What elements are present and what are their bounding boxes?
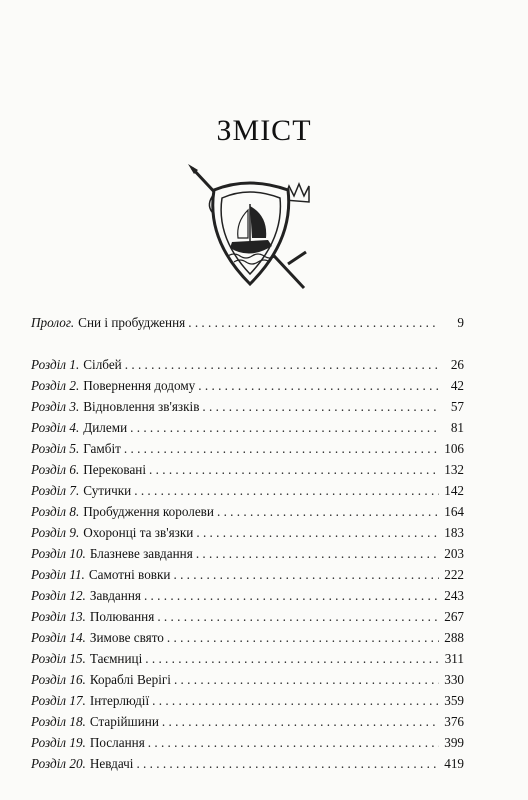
toc-entry[interactable] xyxy=(31,714,464,734)
toc-entry[interactable] xyxy=(31,756,464,776)
dot-leader xyxy=(145,651,439,667)
entry-title: Блазневе завдання xyxy=(89,546,193,561)
entry-title: Гамбіт xyxy=(83,441,121,456)
entry-title: Завдання xyxy=(89,588,141,603)
toc-entry-prologue[interactable] xyxy=(31,315,464,335)
toc-entry[interactable] xyxy=(31,483,464,503)
entry-label: Розділ 15. xyxy=(31,651,86,666)
dot-leader xyxy=(173,567,439,583)
entry-title: Повернення додому xyxy=(83,378,196,393)
dot-leader xyxy=(162,714,439,730)
entry-title: Дилеми xyxy=(83,420,128,435)
entry-page: 311 xyxy=(444,651,464,666)
dot-leader xyxy=(125,357,439,373)
entry-label: Розділ 4. xyxy=(31,420,80,435)
entry-page: 142 xyxy=(444,483,464,498)
entry-page: 164 xyxy=(444,504,464,519)
entry-label: Розділ 3. xyxy=(31,399,80,414)
entry-label: Розділ 13. xyxy=(31,609,86,624)
entry-label: Розділ 8. xyxy=(31,504,80,519)
entry-page: 399 xyxy=(444,735,464,750)
entry-title: Самотні вовки xyxy=(88,567,171,582)
entry-title: Пробудження королеви xyxy=(83,504,214,519)
entry-page: 288 xyxy=(444,630,464,645)
entry-page: 183 xyxy=(444,525,464,540)
entry-label: Розділ 20. xyxy=(31,756,86,771)
entry-page: 132 xyxy=(444,462,464,477)
toc-entry[interactable] xyxy=(31,399,464,419)
entry-label: Розділ 2. xyxy=(31,378,80,393)
entry-page: 42 xyxy=(450,378,464,393)
toc-entry[interactable] xyxy=(31,567,464,587)
dot-leader xyxy=(130,420,439,436)
entry-title: Перековані xyxy=(83,462,147,477)
toc-entry[interactable] xyxy=(31,609,464,629)
entry-label: Розділ 10. xyxy=(31,546,86,561)
toc-entry[interactable] xyxy=(31,735,464,755)
entry-page: 330 xyxy=(444,672,464,687)
entry-page: 243 xyxy=(444,588,464,603)
dot-leader xyxy=(148,735,439,751)
dot-leader xyxy=(196,546,439,562)
entry-page: 81 xyxy=(450,420,464,435)
toc-entry[interactable] xyxy=(31,357,464,377)
entry-title: Інтерлюдії xyxy=(89,693,150,708)
entry-title: Невдачі xyxy=(89,756,134,771)
entry-page: 267 xyxy=(444,609,464,624)
entry-label: Розділ 5. xyxy=(31,441,80,456)
dot-leader xyxy=(144,588,439,604)
dot-leader xyxy=(157,609,439,625)
entry-page: 9 xyxy=(457,315,464,330)
toc-entry[interactable] xyxy=(31,546,464,566)
dot-leader xyxy=(196,525,439,541)
entry-page: 26 xyxy=(450,357,464,372)
entry-label: Розділ 17. xyxy=(31,693,86,708)
entry-title: Сілбей xyxy=(83,357,122,372)
entry-title: Полювання xyxy=(89,609,155,624)
entry-title: Послання xyxy=(89,735,145,750)
entry-title: Відновлення зв'язків xyxy=(83,399,200,414)
entry-title: Зимове свято xyxy=(89,630,164,645)
entry-label: Розділ 19. xyxy=(31,735,86,750)
dot-leader xyxy=(136,756,439,772)
toc-entry[interactable] xyxy=(31,693,464,713)
entry-label: Розділ 14. xyxy=(31,630,86,645)
entry-title: Кораблі Верігі xyxy=(89,672,171,687)
dot-leader xyxy=(174,672,439,688)
entry-page: 376 xyxy=(444,714,464,729)
dot-leader xyxy=(149,462,439,478)
shield-ship-sword-icon xyxy=(184,160,314,300)
entry-label: Розділ 1. xyxy=(31,357,80,372)
toc-entry[interactable] xyxy=(31,651,464,671)
dot-leader xyxy=(188,315,439,331)
page-title: ЗМІСТ xyxy=(216,114,312,147)
toc-entry[interactable] xyxy=(31,630,464,650)
entry-label: Пролог. xyxy=(31,315,75,330)
entry-page: 222 xyxy=(444,567,464,582)
toc-entry[interactable] xyxy=(31,462,464,482)
toc-entry[interactable] xyxy=(31,672,464,692)
dot-leader xyxy=(198,378,439,394)
dot-leader xyxy=(134,483,439,499)
entry-title: Старійшини xyxy=(89,714,159,729)
entry-title: Таємниці xyxy=(89,651,143,666)
entry-page: 203 xyxy=(444,546,464,561)
entry-title: Охоронці та зв'язки xyxy=(83,525,194,540)
dot-leader xyxy=(202,399,439,415)
entry-title: Сни і пробудження xyxy=(78,315,186,330)
entry-label: Розділ 16. xyxy=(31,672,86,687)
toc-entry[interactable] xyxy=(31,378,464,398)
entry-label: Розділ 7. xyxy=(31,483,80,498)
toc-entry[interactable] xyxy=(31,420,464,440)
entry-title: Сутички xyxy=(83,483,132,498)
entry-label: Розділ 6. xyxy=(31,462,80,477)
entry-label: Розділ 18. xyxy=(31,714,86,729)
toc-entry[interactable] xyxy=(31,504,464,524)
entry-page: 106 xyxy=(444,441,464,456)
toc-entry[interactable] xyxy=(31,588,464,608)
dot-leader xyxy=(217,504,439,520)
entry-page: 57 xyxy=(450,399,464,414)
entry-page: 419 xyxy=(444,756,464,771)
toc-entry[interactable] xyxy=(31,441,464,461)
entry-label: Розділ 9. xyxy=(31,525,80,540)
toc-entry[interactable] xyxy=(31,525,464,545)
dot-leader xyxy=(167,630,439,646)
dot-leader xyxy=(124,441,439,457)
entry-label: Розділ 11. xyxy=(31,567,85,582)
dot-leader xyxy=(152,693,439,709)
entry-page: 359 xyxy=(444,693,464,708)
entry-label: Розділ 12. xyxy=(31,588,86,603)
